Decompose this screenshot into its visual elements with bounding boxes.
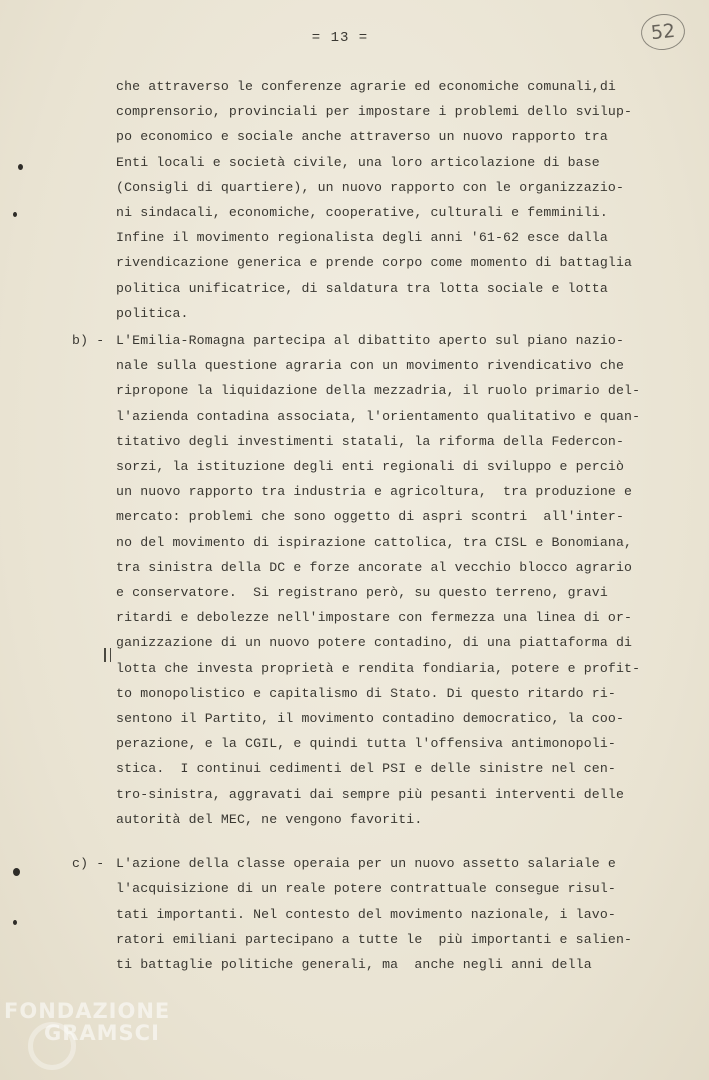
paragraph-c	[72, 851, 676, 977]
text-line: ganizzazione di un nuovo potere contadino, di una piattaforma di	[116, 635, 633, 651]
text-line: ratori emiliani partecipano a tutte le più importanti e salien-	[116, 931, 633, 947]
text-line: Enti locali e società civile, una loro articolazione di base	[116, 154, 600, 170]
text-line: autorità del MEC, ne vengono favoriti.	[116, 811, 423, 827]
margin-dot-mark	[13, 868, 20, 876]
text-line: stica. I continui cedimenti del PSI e delle sinistre nel cen-	[116, 761, 616, 777]
text-line: to monopolistico e capitalismo di Stato. Di questo ritardo ri-	[116, 685, 616, 701]
margin-dot-mark	[18, 164, 23, 170]
paragraph-b	[72, 328, 676, 832]
text-line: un nuovo rapporto tra industria e agricoltura, tra produzione e	[116, 484, 633, 500]
text-line: po economico e sociale anche attraverso un nuovo rapporto tra	[116, 129, 608, 145]
text-line: l'acquisizione di un reale potere contrattuale consegue risul-	[116, 881, 616, 897]
paragraph-label: b) -	[72, 333, 105, 349]
text-line: ti battaglie politiche generali, ma anche negli anni della	[116, 956, 592, 972]
margin-pencil-mark	[104, 648, 111, 662]
text-line: tra sinistra della DC e forze ancorate al vecchio blocco agrario	[116, 559, 633, 575]
margin-dot-mark	[13, 920, 17, 925]
watermark-line-1: FONDAZIONE	[4, 999, 171, 1023]
text-line: comprensorio, provinciali per impostare i problemi dello svilup-	[116, 104, 633, 120]
text-line: l'azienda contadina associata, l'orientamento qualitativo e quan-	[116, 408, 641, 424]
text-line: nale sulla questione agraria con un movimento rivendicativo che	[116, 358, 625, 374]
archive-number-stamp: 52	[639, 12, 687, 52]
watermark-line-2: GRAMSCI	[44, 1021, 160, 1045]
text-line: titativo degli investimenti statali, la riforma della Federcon-	[116, 433, 625, 449]
text-line: tati importanti. Nel contesto del movimento nazionale, i lavo-	[116, 906, 616, 922]
text-line: tro-sinistra, aggravati dai sempre più pesanti interventi delle	[116, 786, 625, 802]
typewritten-body	[72, 74, 676, 977]
text-line: ni sindacali, economiche, cooperative, culturali e femminili.	[116, 205, 608, 221]
text-line: L'azione della classe operaia per un nuovo assetto salariale e	[116, 856, 616, 872]
text-line: politica.	[116, 305, 189, 321]
text-line: che attraverso le conferenze agrarie ed economiche comunali,di	[116, 79, 616, 94]
text-line: no del movimento di ispirazione cattolica, tra CISL e Bonomiana,	[116, 534, 633, 550]
text-line: ripropone la liquidazione della mezzadria, il ruolo primario del-	[116, 383, 641, 399]
paragraph-label: c) -	[72, 856, 105, 872]
text-line: L'Emilia-Romagna partecipa al dibattito aperto sul piano nazio-	[116, 333, 625, 349]
paragraph-intro	[116, 74, 676, 326]
text-line: rivendicazione generica e prende corpo come momento di battaglia	[116, 255, 633, 271]
text-line: ritardi e debolezze nell'impostare con fermezza una linea di or-	[116, 610, 633, 626]
text-line: perazione, e la CGIL, e quindi tutta l'offensiva antimonopoli-	[116, 736, 616, 752]
margin-dot-mark	[13, 212, 17, 217]
text-line: lotta che investa proprietà e rendita fondiaria, potere e profit-	[116, 660, 641, 676]
watermark-logo-ring	[28, 1022, 76, 1070]
text-line: (Consigli di quartiere), un nuovo rapporto con le organizzazio-	[116, 179, 625, 195]
fondazione-gramsci-watermark	[4, 1000, 170, 1044]
text-line: politica unificatrice, di saldatura tra lotta sociale e lotta	[116, 280, 608, 296]
text-line: sorzi, la istituzione degli enti regionali di sviluppo e perciò	[116, 459, 625, 475]
text-line: mercato: problemi che sono oggetto di aspri scontri all'inter-	[116, 509, 625, 525]
text-line: e conservatore. Si registrano però, su questo terreno, gravi	[116, 585, 608, 601]
page-number: = 13 =	[311, 30, 369, 46]
text-line: Infine il movimento regionalista degli anni '61-62 esce dalla	[116, 230, 608, 246]
text-line: sentono il Partito, il movimento contadino democratico, la coo-	[116, 711, 625, 727]
